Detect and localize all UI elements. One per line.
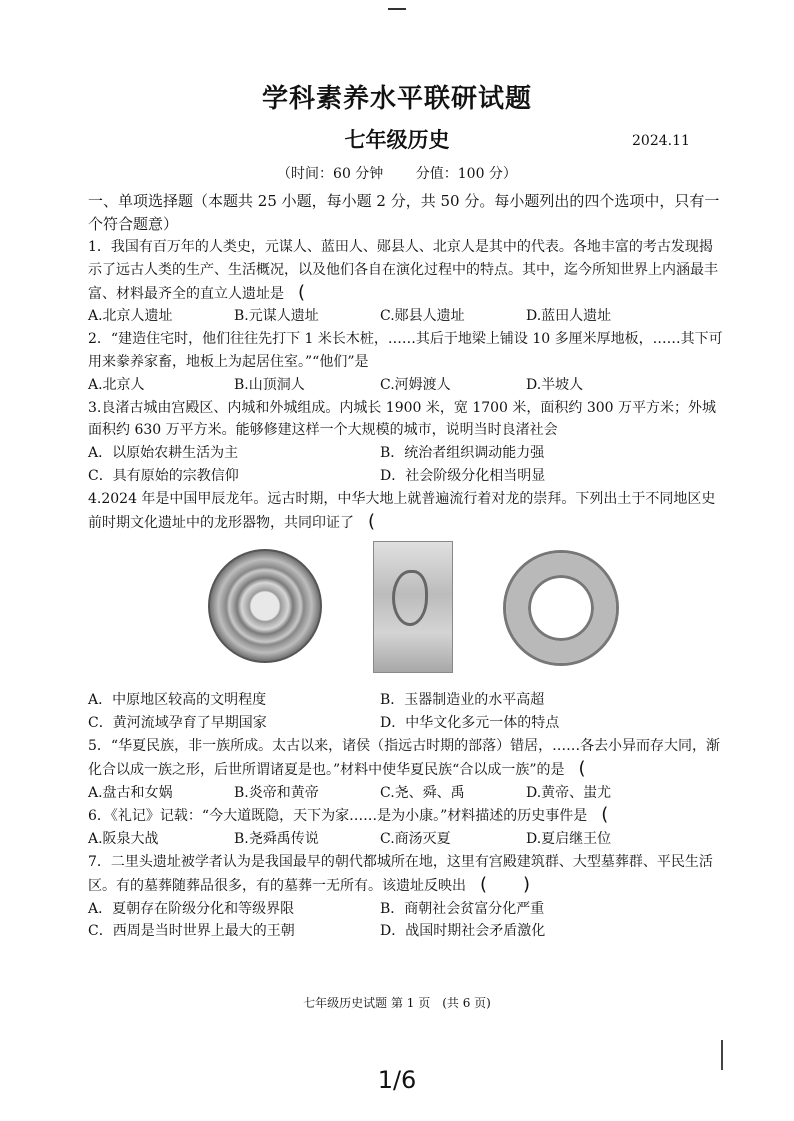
section-heading: 一、单项选择题（本题共 25 小题，每小题 2 分，共 50 分。每小题列出的四个选项中，只有一个符合题意） bbox=[88, 192, 720, 233]
exam-date: 2024.11 bbox=[632, 133, 690, 149]
artifact-images bbox=[88, 539, 724, 684]
answer-paren: ( bbox=[368, 510, 376, 532]
option-b: B．商朝社会贫富分化严重 bbox=[380, 900, 545, 917]
question-1 bbox=[88, 236, 724, 328]
option-c: C.商汤灭夏 bbox=[380, 831, 451, 848]
question-4 bbox=[88, 488, 724, 735]
option-c: C.尧、舜、禹 bbox=[380, 784, 465, 801]
question-stem: 7．二里头遗址被学者认为是我国最早的朝代都城所在地，这里有宫殿建筑群、大型墓葬群、平民生活区。有的墓葬随葬品很多，有的墓葬一无所有。该遗址反映出 bbox=[88, 853, 713, 894]
option-b: B.元谋人遗址 bbox=[234, 308, 319, 325]
option-d: D.半坡人 bbox=[526, 376, 584, 393]
question-stem: 2．“建造住宅时，他们往往先打下 1 米长木桩，……其后于地梁上铺设 10 多厘米厚地板，……其下可用来豢养家畜，地板上为起居住室。”“他们”是 bbox=[88, 331, 723, 370]
option-d: D.蓝田人遗址 bbox=[526, 308, 612, 325]
question-stem: 3.良渚古城由宫殿区、内城和外城组成。内城长 1900 米，宽 1700 米，面积约 300 万平方米；外城面积约 630 万平方米。能够修建这样一个大规模的城市，说明当时良渚社会 bbox=[88, 399, 717, 439]
option-c: C．具有原始的宗教信仰 bbox=[88, 467, 239, 484]
jade-dragon-image bbox=[373, 541, 453, 673]
scan-mark bbox=[388, 8, 406, 10]
page-subtitle: 七年级历史 bbox=[344, 128, 450, 152]
page-footer: 七年级历史试题 第 1 页 (共 6 页) bbox=[303, 996, 491, 1010]
question-2 bbox=[88, 328, 724, 396]
options bbox=[88, 828, 724, 851]
answer-paren: ( bbox=[578, 757, 586, 779]
question-3 bbox=[88, 397, 724, 488]
page-indicator: 1/6 bbox=[377, 1066, 417, 1094]
options bbox=[88, 689, 724, 712]
option-d: D．战国时期社会矛盾激化 bbox=[380, 923, 546, 940]
painted-dragon-plate-image bbox=[208, 549, 322, 663]
option-b: B.炎帝和黄帝 bbox=[234, 784, 319, 801]
option-c: C.郧县人遗址 bbox=[380, 308, 465, 325]
options bbox=[88, 465, 724, 488]
option-b: B.尧舜禹传说 bbox=[234, 831, 319, 848]
question-content bbox=[88, 190, 724, 943]
options bbox=[88, 898, 724, 921]
page-title: 学科素养水平联研试题 bbox=[261, 84, 532, 114]
option-a: A．以原始农耕生活为主 bbox=[88, 445, 239, 462]
options bbox=[88, 920, 724, 943]
option-d: D．中华文化多元一体的特点 bbox=[380, 715, 560, 732]
question-5 bbox=[88, 735, 724, 804]
option-b: B.山顶洞人 bbox=[234, 376, 305, 393]
question-stem: 1．我国有百万年的人类史，元谋人、蓝田人、郧县人、北京人是其中的代表。各地丰富的考古发现揭示了远古人类的生产、生活概况，以及他们各自在演化过程中的特点。其中，迄今所知世界上内涵最丰富、材料最齐全的直立人遗址是 bbox=[88, 239, 718, 302]
options bbox=[88, 305, 724, 328]
option-a: A．夏朝存在阶级分化和等级界限 bbox=[88, 900, 295, 917]
options bbox=[88, 442, 724, 465]
question-stem: 6．《礼记》记载：“今大道既隐，天下为家……是为小康。”材料描述的历史事件是 bbox=[88, 808, 588, 825]
question-6 bbox=[88, 804, 724, 851]
answer-paren: ( bbox=[298, 281, 306, 303]
option-a: A.阪泉大战 bbox=[88, 831, 159, 848]
option-b: B．统治者组织调动能力强 bbox=[380, 445, 545, 462]
option-c: C．黄河流域孕育了早期国家 bbox=[88, 715, 267, 732]
question-7 bbox=[88, 851, 724, 943]
options bbox=[88, 712, 724, 735]
option-a: A.北京人遗址 bbox=[88, 308, 173, 325]
exam-meta bbox=[0, 163, 794, 183]
exam-time: （时间：60 分钟 bbox=[277, 166, 384, 182]
options bbox=[88, 782, 724, 805]
option-c: C.河姆渡人 bbox=[380, 376, 451, 393]
option-a: A.盘古和女娲 bbox=[88, 784, 173, 801]
option-d: D.黄帝、蚩尤 bbox=[526, 784, 612, 801]
option-c: C．西周是当时世界上最大的王朝 bbox=[88, 923, 295, 940]
option-d: D．社会阶级分化相当明显 bbox=[380, 467, 546, 484]
question-stem: 4.2024 年是中国甲辰龙年。远古时期，中华大地上就普遍流行着对龙的崇拜。下列出土于不同地区史前时期文化遗址中的龙形器物，共同印证了 bbox=[88, 490, 716, 531]
option-d: D.夏启继王位 bbox=[526, 831, 612, 848]
question-stem: 5．“华夏民族，非一族所成。太古以来，诸侯（指远古时期的部落）错居，……各去小异而存大同，渐化合以成一族之形，后世所谓诸夏是也。”材料中使华夏民族“合以成一族”的是 bbox=[88, 737, 721, 778]
option-b: B．玉器制造业的水平高超 bbox=[380, 692, 545, 709]
answer-paren: ( bbox=[601, 804, 609, 826]
option-a: A．中原地区较高的文明程度 bbox=[88, 692, 267, 709]
exam-score: 分值：100 分） bbox=[415, 166, 517, 182]
jade-pig-dragon-ring-image bbox=[506, 553, 616, 663]
option-a: A.北京人 bbox=[88, 376, 145, 393]
answer-paren: ( ) bbox=[480, 873, 531, 895]
options bbox=[88, 374, 724, 397]
